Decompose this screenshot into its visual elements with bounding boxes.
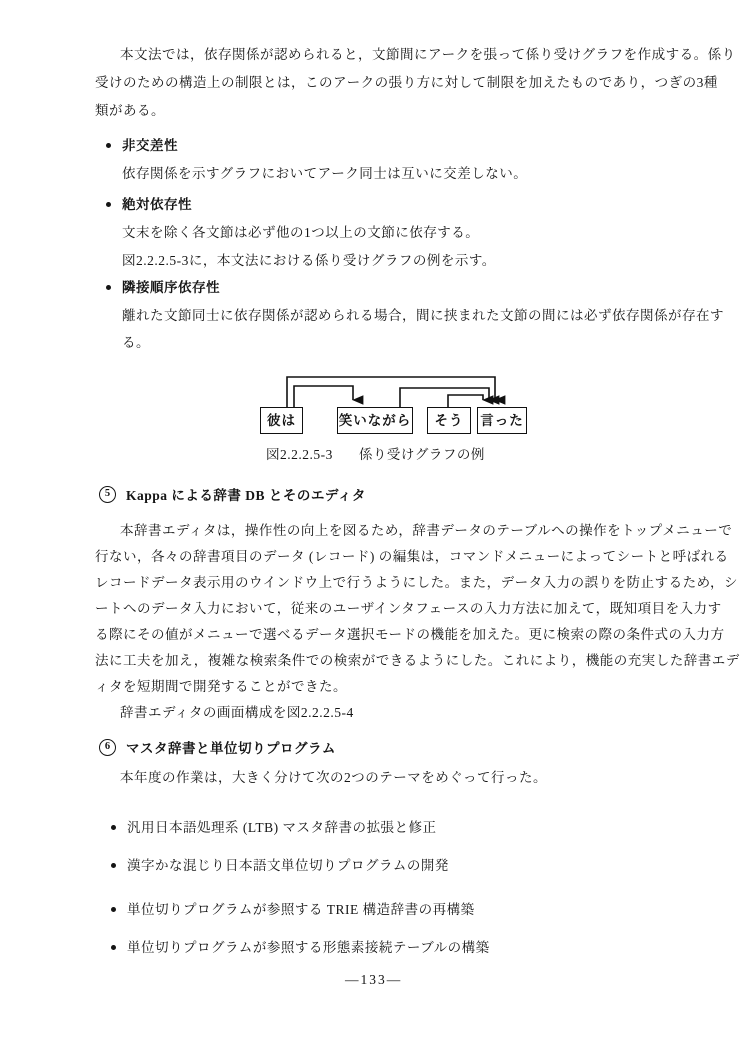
bullet-icon (111, 825, 116, 830)
intro-line-1: 本文法では，依存関係が認められると，文節間にアークを張って係り受けグラフを作成する。係り (120, 47, 736, 62)
constraint-2-title: 絶対依存性 (122, 197, 192, 212)
graph-node-itta: 言った (477, 407, 527, 434)
master-intro-line: 本年度の作業は，大きく分けて次の2つのテーマをめぐって行った。 (120, 770, 547, 785)
dict-para-line-3: レコードデータ表示用のウインドウ上で行うようにした。また，データ入力の誤りを防止するため，シ (95, 575, 739, 590)
constraint-3-line-1: 離れた文節同士に依存関係が認められる場合，間に挟まれた文節の間には必ず依存関係が存在す (122, 308, 724, 323)
dependency-graph-figure (253, 370, 535, 442)
master-bullet-3: 単位切りプログラムが参照する TRIE 構造辞書の再構築 (127, 902, 475, 917)
bullet-icon (111, 907, 116, 912)
dict-para-line-2: 行ない，各々の辞書項目のデータ (レコード) の編集は，コマンドメニューによってシートと呼ばれる (95, 549, 729, 564)
constraint-1-title: 非交差性 (122, 138, 178, 153)
bullet-icon (106, 202, 111, 207)
section-5-title: Kappa による辞書 DB とそのエディタ (126, 488, 366, 503)
constraint-3-title: 隣接順序依存性 (122, 280, 220, 295)
dict-para-line-7: ィタを短期間で開発することができた。 (95, 679, 347, 694)
section-6-title: マスタ辞書と単位切りプログラム (126, 741, 336, 756)
master-bullet-1: 汎用日本語処理系 (LTB) マスタ辞書の拡張と修正 (127, 820, 437, 835)
constraint-3-line-2: る。 (122, 335, 150, 350)
page-number: —133— (345, 972, 403, 987)
bullet-icon (106, 285, 111, 290)
bullet-icon (111, 945, 116, 950)
constraint-1-line-1: 依存関係を示すグラフにおいてアーク同士は互いに交差しない。 (122, 166, 528, 181)
section-5-number-icon: 5 (99, 486, 116, 503)
graph-node-sou: そう (427, 407, 471, 434)
constraint-2-line-2: 図2.2.2.5-3に，本文法における係り受けグラフの例を示す。 (122, 253, 496, 268)
dict-followup-line: 辞書エディタの画面構成を図2.2.2.5-4 (120, 705, 354, 720)
bullet-icon (106, 143, 111, 148)
graph-node-warai: 笑いながら (337, 407, 413, 434)
dict-para-line-6: 法に工夫を加え，複雑な検索条件での検索ができるようにした。これにより，機能の充実した辞書エデ (95, 653, 740, 668)
intro-line-3: 類がある。 (95, 103, 165, 118)
figure-caption (266, 445, 485, 465)
graph-node-kare: 彼は (260, 407, 303, 434)
figure-caption-text: 係り受けグラフの例 (358, 447, 485, 462)
figure-caption-label: 図2.2.2.5-3 (266, 447, 333, 462)
bullet-icon (111, 863, 116, 868)
master-bullet-4: 単位切りプログラムが参照する形態素接続テーブルの構築 (127, 940, 490, 955)
intro-line-2: 受けのための構造上の制限とは，このアークの張り方に対して制限を加えたものであり，つぎの3種 (95, 75, 718, 90)
dict-para-line-4: ートへのデータ入力において，従来のユーザインタフェースの入力方法に加えて，既知項目を入力す (95, 601, 722, 616)
dict-para-line-5: る際にその値がメニューで選べるデータ選択モードの機能を加えた。更に検索の際の条件式の入力方 (95, 627, 725, 642)
constraint-2-line-1: 文末を除く各文節は必ず他の1つ以上の文節に依存する。 (122, 225, 480, 240)
master-bullet-2: 漢字かな混じり日本語文単位切りプログラムの開発 (127, 858, 449, 873)
section-6-number-icon: 6 (99, 739, 116, 756)
dict-para-line-1: 本辞書エディタは，操作性の向上を図るため，辞書データのテーブルへの操作をトップメニューで (120, 523, 733, 538)
